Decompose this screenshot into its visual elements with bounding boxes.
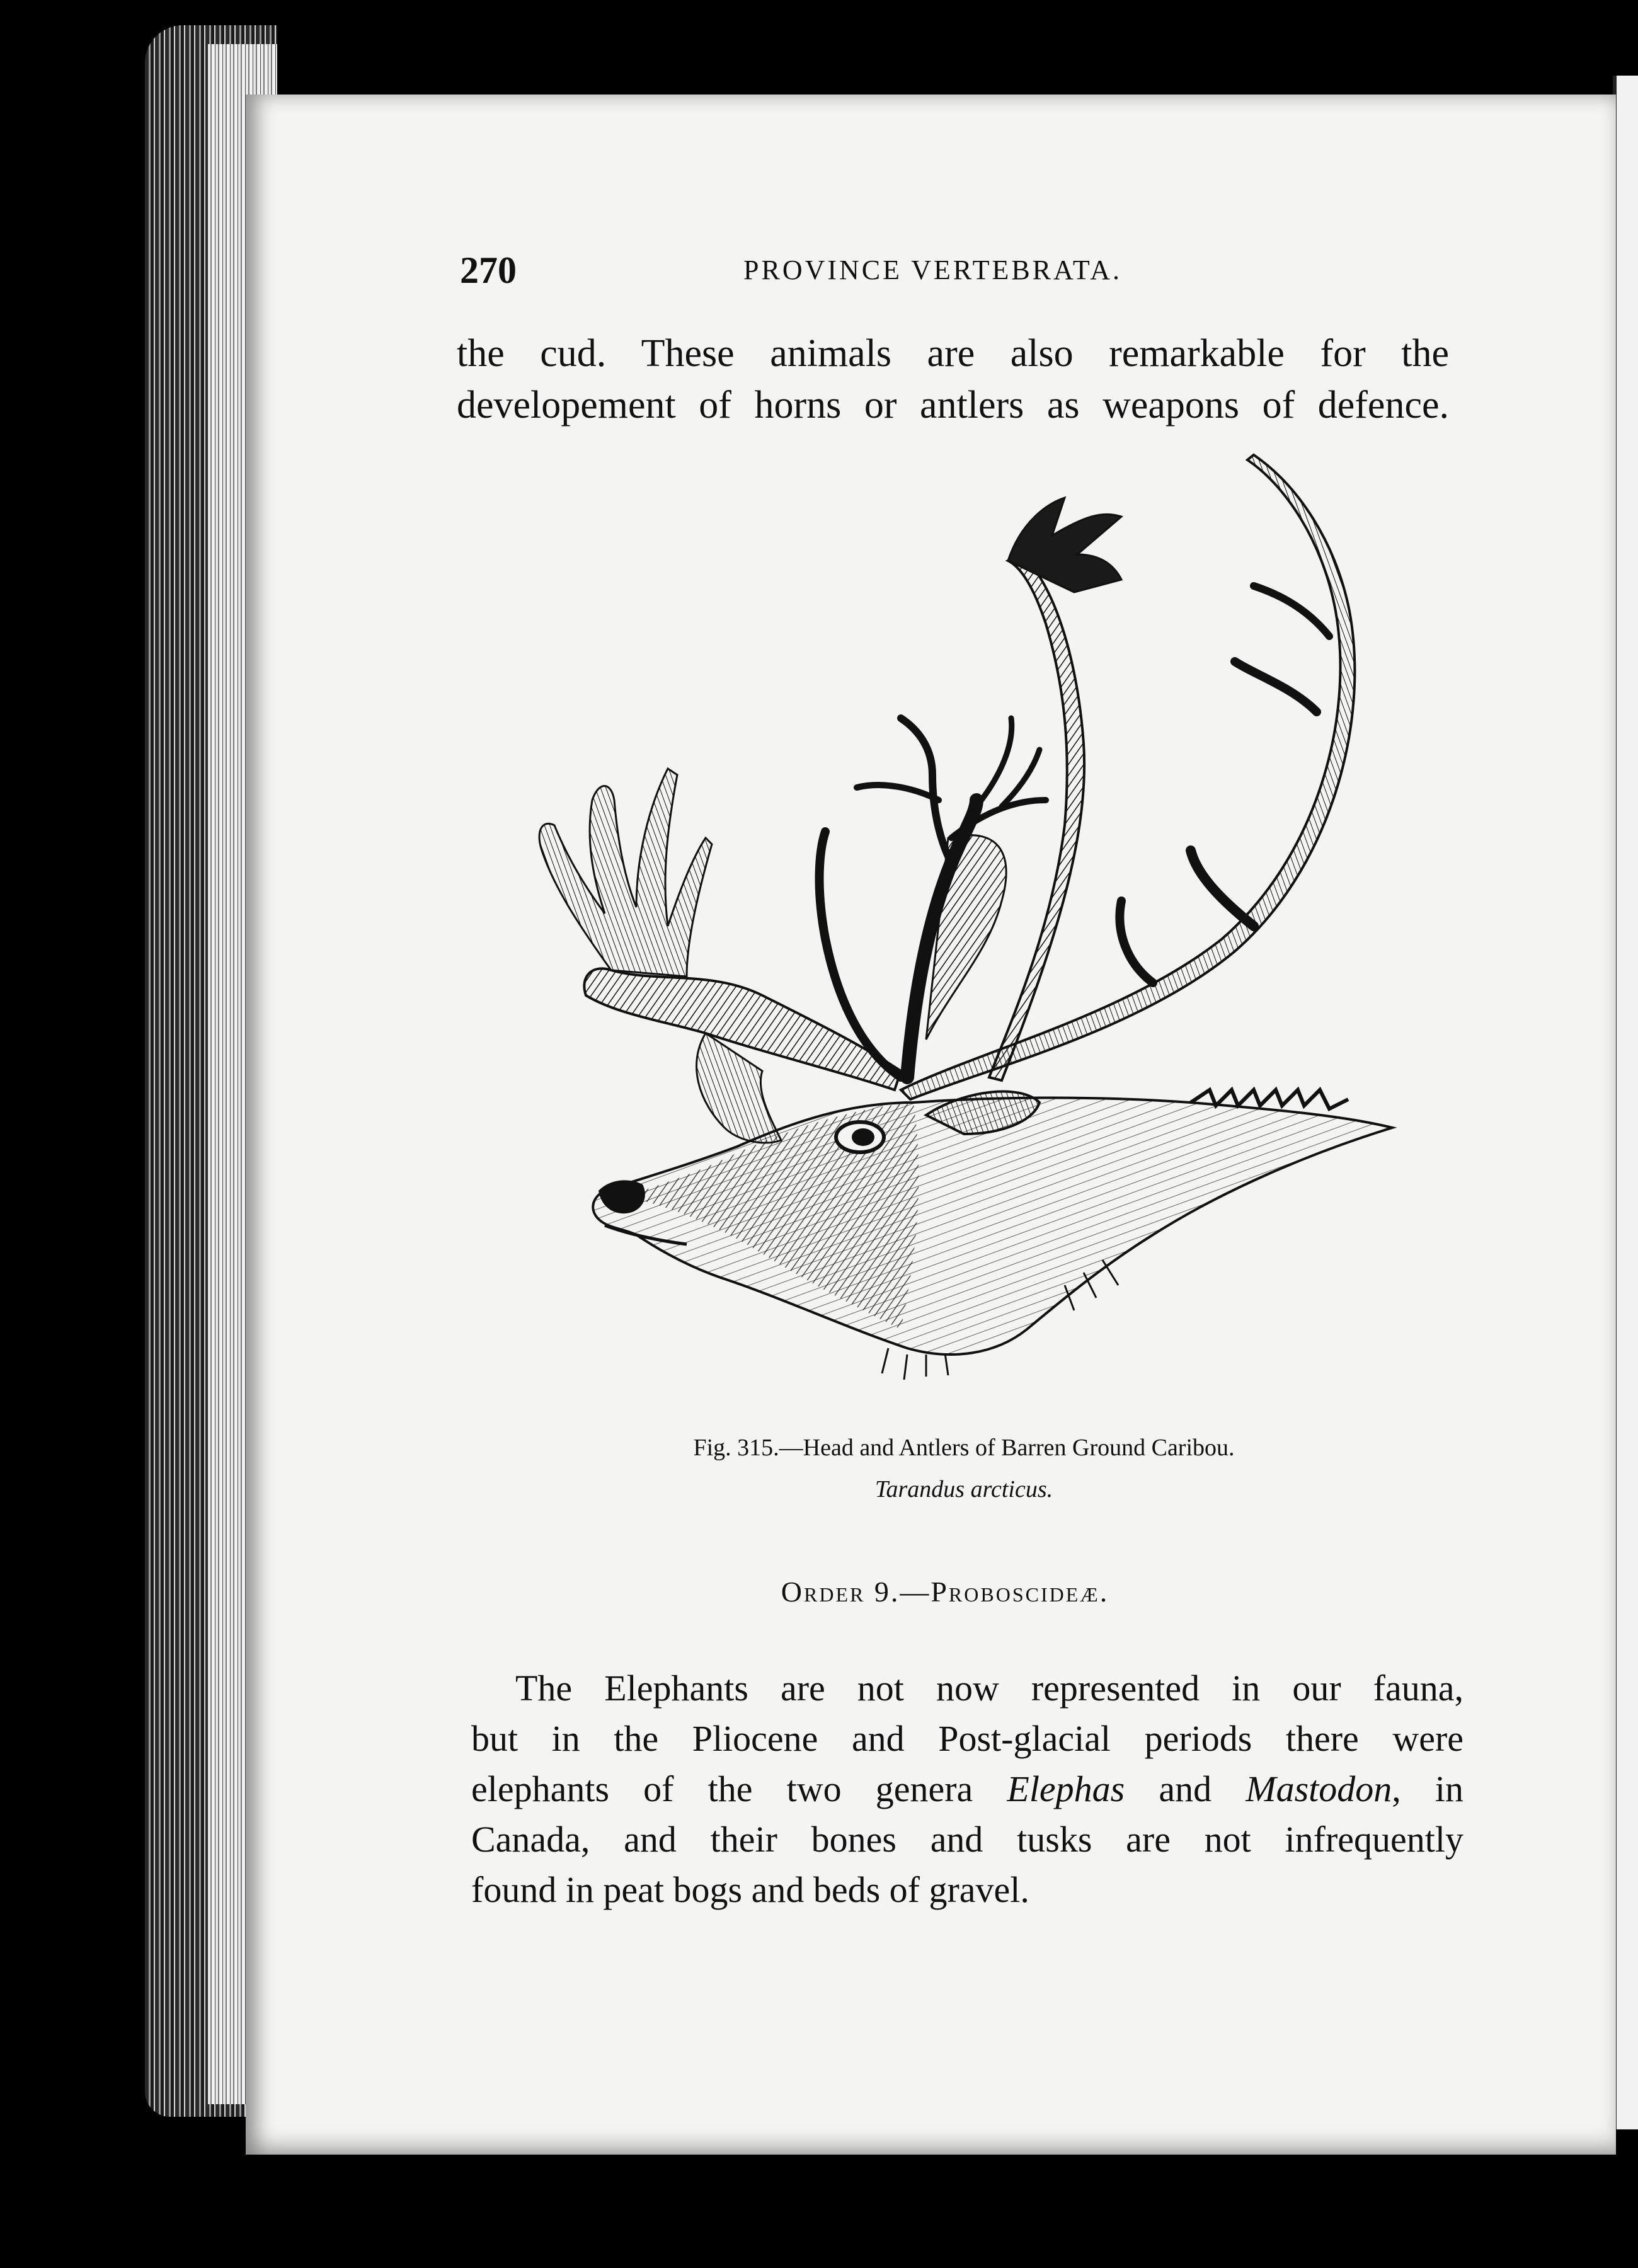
intro-line: the cud. These animals are also remarkable for the bbox=[457, 332, 1449, 375]
genus-elephas: Elephas bbox=[1007, 1768, 1125, 1809]
page-number: 270 bbox=[460, 249, 517, 291]
paragraph-text: elephants of the two genera bbox=[471, 1768, 1007, 1809]
caption-species: Tarandus arcticus. bbox=[874, 1476, 1053, 1503]
intro-line: developement of horns or antlers as weapons of defence. bbox=[457, 384, 1449, 427]
mane-tufts bbox=[1191, 1090, 1348, 1109]
paragraph-line: The Elephants are not now represented in our fauna, bbox=[515, 1668, 1463, 1709]
running-title: PROVINCE VERTEBRATA. bbox=[743, 255, 1123, 285]
paragraph-line: but in the Pliocene and Post-glacial periods there were bbox=[471, 1718, 1463, 1759]
section-heading: Order 9.—Proboscideæ. bbox=[781, 1576, 1109, 1608]
body-paragraph bbox=[471, 1663, 1463, 1915]
paragraph-line: Canada, and their bones and tusks are not infrequently bbox=[471, 1819, 1463, 1860]
caption-title: Fig. 315.—Head and Antlers of Barren Ground Caribou. bbox=[693, 1435, 1235, 1461]
caribou-illustration bbox=[498, 447, 1443, 1380]
facing-page-edge bbox=[1613, 76, 1638, 2129]
genus-mastodon: Mastodon bbox=[1246, 1768, 1392, 1809]
antler-middle-beam bbox=[989, 554, 1084, 1080]
antler-right-beam bbox=[901, 455, 1354, 1099]
paragraph-text: and bbox=[1125, 1768, 1246, 1809]
figure-caption bbox=[605, 1427, 1323, 1510]
caribou-engraving bbox=[498, 447, 1443, 1380]
paragraph-line: found in peat bogs and beds of gravel. bbox=[471, 1869, 1029, 1910]
running-head bbox=[460, 249, 1178, 291]
paragraph-text: , in bbox=[1392, 1768, 1463, 1809]
intro-text bbox=[457, 328, 1449, 431]
paragraph-line bbox=[471, 1764, 1463, 1814]
